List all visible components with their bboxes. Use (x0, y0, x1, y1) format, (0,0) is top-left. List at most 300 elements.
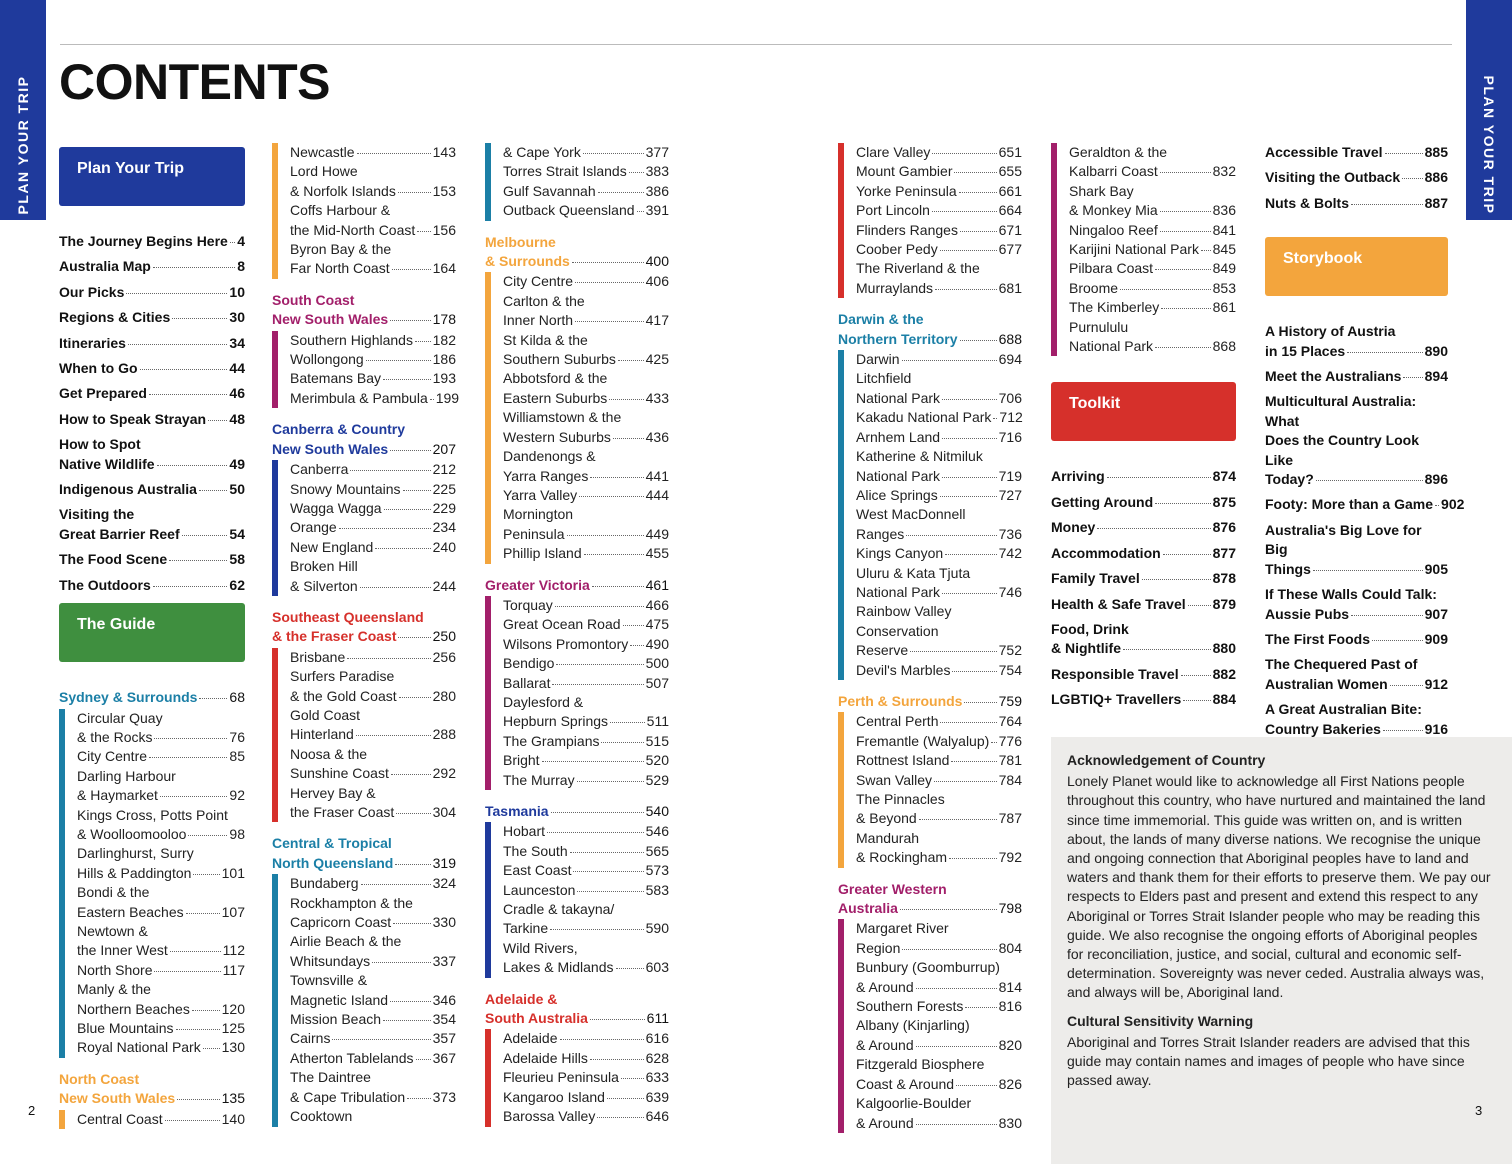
toc-entry[interactable] (1069, 259, 1236, 278)
toc-entry[interactable] (856, 143, 1022, 162)
dot-leader (583, 153, 644, 154)
toc-entry[interactable] (856, 350, 1022, 369)
entry-text-line: Bondi & the (77, 884, 150, 901)
dot-leader (601, 742, 643, 743)
entry-page: 529 (645, 771, 669, 788)
toc-entry[interactable] (503, 143, 669, 162)
entry-page: 894 (1424, 368, 1448, 385)
toolkit-entry[interactable] (1051, 467, 1236, 486)
entry-page: 46 (229, 385, 245, 402)
dot-leader (140, 369, 228, 370)
entry-page: 292 (432, 765, 456, 782)
dot-leader (902, 360, 997, 361)
heading-line: Darwin & the (838, 311, 924, 328)
entry-last-line (503, 350, 669, 369)
entry-last-line (1265, 367, 1448, 386)
toolkit-entry[interactable] (1051, 518, 1236, 537)
entry-text-line: The Daintree (290, 1069, 371, 1086)
entry-title: Central Perth (856, 713, 939, 730)
entry-last-line (856, 751, 1022, 770)
plan-entry[interactable] (59, 308, 245, 327)
entry-page: 876 (1212, 519, 1236, 536)
toc-entry[interactable] (77, 961, 245, 980)
dot-leader (176, 1029, 220, 1030)
entry-last-line (290, 259, 456, 278)
south-coast-heading[interactable] (272, 291, 456, 330)
toc-entry[interactable] (503, 822, 669, 841)
central-queensland-heading[interactable] (272, 834, 456, 873)
entry-page: 764 (998, 713, 1022, 730)
toc-entry[interactable] (1069, 298, 1236, 317)
entry-page: 633 (645, 1069, 669, 1086)
toc-entry[interactable] (77, 1110, 245, 1129)
toc-entry[interactable] (856, 790, 1022, 829)
toc-entry[interactable] (503, 1107, 669, 1126)
toc-entry[interactable] (856, 997, 1022, 1016)
toc-entry[interactable] (503, 182, 669, 201)
entry-last-line (856, 641, 1022, 660)
toc-entry[interactable] (503, 331, 669, 370)
toc-entry[interactable] (77, 747, 245, 766)
toc-entry[interactable] (856, 1016, 1022, 1055)
toc-entry[interactable] (503, 1068, 669, 1087)
toc-entry[interactable] (77, 922, 245, 961)
toolkit-entry[interactable] (1051, 595, 1236, 614)
entry-last-line (1051, 569, 1236, 588)
entry-title: Sunshine Coast (290, 765, 389, 782)
perth-heading[interactable] (838, 692, 1022, 711)
entry-page: 877 (1212, 544, 1236, 561)
plan-your-trip-box[interactable]: Plan Your Trip (59, 147, 245, 206)
toc-entry[interactable] (1069, 182, 1236, 221)
dot-leader (1181, 675, 1211, 676)
entry-page: 101 (221, 864, 245, 881)
tasmania-heading[interactable] (485, 802, 669, 821)
toc-entry[interactable] (290, 894, 456, 933)
toc-entry[interactable] (856, 602, 1022, 660)
toc-entry[interactable] (290, 1107, 456, 1126)
entry-last-line (290, 874, 456, 893)
dot-leader (1351, 615, 1423, 616)
dot-leader (618, 360, 644, 361)
toc-entry[interactable] (290, 557, 456, 596)
dot-leader (1120, 289, 1211, 290)
toc-entry[interactable] (290, 201, 456, 240)
dot-leader (383, 379, 431, 380)
darwin-heading[interactable] (838, 310, 1022, 349)
toc-entry[interactable] (856, 958, 1022, 997)
toc-entry[interactable] (503, 674, 669, 693)
plan-entry[interactable] (59, 435, 245, 474)
entry-last-line (290, 480, 456, 499)
entry-title: Western Suburbs (503, 428, 611, 445)
toc-entry[interactable] (503, 486, 669, 505)
toc-entry[interactable] (290, 1068, 456, 1107)
entry-page: 616 (645, 1030, 669, 1047)
plan-entry[interactable] (59, 480, 245, 499)
sydney-surrounds-heading[interactable] (59, 688, 245, 707)
entry-title: Indigenous Australia (59, 481, 197, 498)
dot-leader (1372, 640, 1423, 641)
entry-title: Hinterland (290, 726, 354, 743)
entry-last-line (77, 961, 245, 980)
entry-page: 436 (645, 428, 669, 445)
toc-entry[interactable] (77, 1038, 245, 1057)
toolkit-box[interactable]: Toolkit (1051, 382, 1236, 441)
entry-text-line: Townsville & (290, 972, 368, 989)
entry-title: Outback Queensland (503, 202, 635, 219)
toc-entry[interactable] (503, 201, 669, 220)
entry-page: 357 (432, 1030, 456, 1047)
dot-leader (1155, 347, 1211, 348)
toolkit-entry[interactable] (1051, 544, 1236, 563)
toc-entry[interactable] (290, 971, 456, 1010)
dot-leader (932, 153, 996, 154)
entry-title: Blue Mountains (77, 1020, 174, 1036)
dot-leader (584, 554, 644, 555)
toc-entry[interactable] (503, 272, 669, 291)
toc-entry[interactable] (290, 369, 456, 388)
entry-page: 752 (998, 642, 1022, 659)
toc-entry[interactable] (503, 408, 669, 447)
dot-leader (1313, 570, 1423, 571)
toc-entry[interactable] (290, 784, 456, 823)
dot-leader (1155, 269, 1211, 270)
toc-entry[interactable] (856, 201, 1022, 220)
toc-entry[interactable] (1069, 318, 1236, 357)
toc-entry[interactable] (77, 844, 245, 883)
heading-line: Southeast Queensland (272, 608, 424, 625)
entry-page: 814 (998, 978, 1022, 995)
toc-entry[interactable] (503, 1029, 669, 1048)
toc-entry[interactable] (290, 518, 456, 537)
entry-page: 845 (1212, 241, 1236, 258)
entry-title: Merimbula & Pambula (290, 389, 428, 406)
plan-entry[interactable] (59, 232, 245, 251)
toolkit-entry[interactable] (1051, 665, 1236, 684)
toc-entry[interactable] (290, 1029, 456, 1048)
toc-entry[interactable] (503, 162, 669, 181)
entry-title: Inner North (503, 312, 574, 329)
toc-entry[interactable] (77, 980, 245, 1019)
entry-last-line (503, 958, 669, 977)
heading-title: Australia (838, 900, 898, 917)
plan-entry[interactable] (59, 334, 245, 353)
toc-entry[interactable] (856, 661, 1022, 680)
toc-entry[interactable] (856, 428, 1022, 447)
plan-entry[interactable] (59, 550, 245, 569)
entry-title: Southern Forests (856, 998, 964, 1015)
entry-last-line (503, 881, 669, 900)
entry-text-line: Surfers Paradise (290, 668, 395, 685)
entry-text-line: A Great Australian Bite: (1265, 701, 1422, 718)
entry-page: 754 (998, 661, 1022, 678)
toc-entry[interactable] (290, 350, 456, 369)
dot-leader (416, 1059, 431, 1060)
the-guide-box[interactable]: The Guide (59, 603, 245, 662)
toc-entry[interactable] (503, 900, 669, 939)
entry-text-line: Broken Hill (290, 558, 358, 575)
toc-entry[interactable] (503, 654, 669, 673)
adelaide-heading[interactable] (485, 990, 669, 1029)
toc-entry[interactable] (503, 369, 669, 408)
dot-leader (1161, 308, 1210, 309)
toc-entry[interactable] (856, 369, 1022, 408)
toc-entry[interactable] (503, 1049, 669, 1068)
dot-leader (350, 470, 430, 471)
storybook-entry[interactable] (1265, 655, 1448, 694)
toc-entry[interactable] (290, 745, 456, 784)
dot-leader (597, 1117, 643, 1118)
toc-entry[interactable] (290, 874, 456, 893)
storybook-entry[interactable] (1265, 521, 1448, 579)
toc-entry[interactable] (856, 732, 1022, 751)
dot-leader (934, 781, 997, 782)
canberra-country-heading[interactable] (272, 420, 456, 459)
entry-title: Hobart (503, 823, 546, 840)
toc-entry[interactable] (503, 447, 669, 486)
toc-entry[interactable] (503, 1088, 669, 1107)
toc-entry[interactable] (856, 162, 1022, 181)
dot-leader (550, 929, 644, 930)
plan-entry[interactable] (59, 410, 245, 429)
storybook-entry[interactable] (1265, 630, 1448, 649)
entry-text-line: Bunbury (Goomburrup) (856, 959, 1000, 976)
toc-entry[interactable] (856, 486, 1022, 505)
toc-entry[interactable] (77, 767, 245, 806)
toc-entry[interactable] (503, 732, 669, 751)
toc-entry[interactable] (77, 883, 245, 922)
heading-line: North Coast (59, 1070, 140, 1087)
entry-text-line: Wild Rivers, (503, 939, 578, 956)
toc-entry[interactable] (290, 162, 456, 201)
plan-entry[interactable] (59, 283, 245, 302)
dot-leader (407, 1098, 430, 1099)
entry-title: Pilbara Coast (1069, 260, 1154, 277)
toc-entry[interactable] (856, 1094, 1022, 1133)
entry-page: 125 (221, 1020, 245, 1036)
storybook-entry[interactable] (1265, 322, 1448, 361)
toc-entry[interactable] (503, 861, 669, 880)
dot-leader (1383, 730, 1423, 731)
greater-western-australia-heading[interactable] (838, 880, 1022, 919)
entry-last-line (1265, 560, 1448, 579)
entry-page: 8 (237, 258, 245, 275)
entry-last-line (59, 480, 245, 499)
dot-leader (1155, 503, 1211, 504)
toc-entry[interactable] (503, 615, 669, 634)
toc-entry[interactable] (856, 771, 1022, 790)
entry-page: 280 (432, 687, 456, 704)
toc-entry[interactable] (856, 919, 1022, 958)
melbourne-heading[interactable] (485, 233, 669, 272)
entry-title: & Cape Tribulation (290, 1088, 406, 1105)
toolkit-entry[interactable] (1265, 194, 1448, 213)
toc-entry[interactable] (856, 447, 1022, 486)
storybook-entry[interactable] (1265, 392, 1448, 489)
heading-line: Greater Western (838, 880, 947, 897)
entry-last-line (856, 162, 1022, 181)
entry-title: The South (503, 842, 568, 859)
dot-leader (153, 267, 235, 268)
toc-entry[interactable] (503, 771, 669, 790)
entry-text-line: Rainbow Valley (856, 603, 952, 620)
toc-entry[interactable] (503, 292, 669, 331)
toolkit-entry[interactable] (1051, 569, 1236, 588)
entry-page: 573 (645, 862, 669, 879)
toolkit-entry[interactable] (1051, 493, 1236, 512)
toc-entry[interactable] (856, 240, 1022, 259)
entry-text-line: St Kilda & the (503, 331, 588, 348)
toc-entry[interactable] (290, 667, 456, 706)
entry-title: Southern Suburbs (503, 351, 616, 368)
entry-page: 156 (432, 221, 456, 238)
entry-last-line (503, 596, 669, 615)
toc-entry[interactable] (290, 480, 456, 499)
entry-last-line (1069, 162, 1236, 181)
north-coast-heading[interactable] (59, 1070, 245, 1109)
toc-entry[interactable] (856, 544, 1022, 563)
toc-entry[interactable] (503, 939, 669, 978)
toolkit-entry[interactable] (1051, 690, 1236, 709)
dot-leader (630, 645, 643, 646)
dot-leader (1097, 528, 1210, 529)
storybook-box[interactable]: Storybook (1265, 237, 1448, 296)
storybook-entry[interactable] (1265, 700, 1448, 739)
dot-leader (170, 951, 221, 952)
toc-entry[interactable] (856, 712, 1022, 731)
toc-entry[interactable] (1069, 279, 1236, 298)
toc-entry[interactable] (856, 1055, 1022, 1094)
toc-entry[interactable] (290, 143, 456, 162)
plan-entry[interactable] (59, 505, 245, 544)
dot-leader (390, 1001, 431, 1002)
toc-entry[interactable] (290, 538, 456, 557)
dot-leader (555, 606, 644, 607)
gwa-cont-group (1051, 143, 1236, 356)
entry-text-line: Coffs Harbour & (290, 202, 391, 219)
toc-entry[interactable] (77, 806, 245, 845)
toc-entry[interactable] (290, 1010, 456, 1029)
dot-leader (375, 548, 430, 549)
toc-entry[interactable] (503, 544, 669, 563)
toc-entry[interactable] (290, 389, 460, 408)
entry-text-line: A History of Austria (1265, 323, 1396, 340)
toc-entry[interactable] (856, 221, 1022, 240)
dot-leader (1435, 505, 1439, 506)
storybook-entry[interactable] (1265, 367, 1448, 386)
toc-entry[interactable] (503, 505, 669, 544)
toc-entry[interactable] (503, 751, 669, 770)
toc-entry[interactable] (856, 408, 1022, 427)
dot-leader (396, 813, 430, 814)
toc-entry[interactable] (503, 881, 669, 900)
toc-entry[interactable] (856, 829, 1022, 868)
storybook-entry[interactable] (1265, 585, 1448, 624)
toc-entry[interactable] (290, 240, 456, 279)
greater-victoria-heading[interactable] (485, 576, 669, 595)
toolkit-entry[interactable] (1265, 143, 1448, 162)
entry-title: Canberra (290, 461, 349, 478)
entry-page: 76 (229, 728, 245, 745)
dot-leader (1385, 153, 1423, 154)
entry-page: 455 (645, 545, 669, 562)
entry-last-line (856, 771, 1022, 790)
plan-entry[interactable] (59, 576, 245, 595)
entry-last-line (1265, 630, 1448, 649)
toc-entry[interactable] (290, 499, 456, 518)
dot-leader (610, 722, 645, 723)
storybook-entry[interactable] (1265, 495, 1465, 514)
entry-page: 62 (229, 576, 245, 593)
toc-entry[interactable] (290, 648, 456, 667)
toolkit-entry[interactable] (1265, 168, 1448, 187)
dot-leader (916, 1046, 997, 1047)
entry-page: 546 (645, 823, 669, 840)
plan-entry[interactable] (59, 359, 245, 378)
dot-leader (959, 192, 997, 193)
dot-leader (590, 1019, 645, 1020)
toc-entry[interactable] (290, 331, 456, 350)
toc-entry[interactable] (290, 1049, 456, 1068)
entry-last-line (59, 455, 245, 474)
dot-leader (398, 637, 430, 638)
heading-line: Canberra & Country (272, 421, 406, 438)
entry-title: Orange (290, 519, 337, 536)
toc-entry[interactable] (856, 564, 1022, 603)
toc-entry[interactable] (503, 635, 669, 654)
toc-entry[interactable] (290, 706, 456, 745)
entry-page: 639 (645, 1088, 669, 1105)
southeast-queensland-heading[interactable] (272, 608, 456, 647)
toc-entry[interactable] (1069, 240, 1236, 259)
toc-entry[interactable] (856, 259, 1022, 298)
toc-entry[interactable] (856, 751, 1022, 770)
toc-entry[interactable] (1069, 143, 1236, 182)
heading-page: 540 (645, 803, 669, 819)
plan-entry[interactable] (59, 384, 245, 403)
entry-page: 85 (229, 748, 245, 765)
toc-entry[interactable] (77, 1019, 245, 1038)
toc-entry[interactable] (290, 460, 456, 479)
entry-last-line (1265, 168, 1448, 187)
entry-text-line: Cradle & takayna/ (503, 901, 615, 918)
toc-entry[interactable] (856, 182, 1022, 201)
entry-text-line: Manly & the (77, 981, 151, 998)
toc-entry[interactable] (856, 505, 1022, 544)
dot-leader (598, 192, 644, 193)
entry-title: Royal National Park (77, 1039, 201, 1056)
heading-line: South Coast (272, 291, 355, 308)
toc-entry[interactable] (503, 842, 669, 861)
entry-title: Karijini National Park (1069, 241, 1199, 258)
entry-last-line (77, 1000, 245, 1019)
entry-title: Money (1051, 519, 1096, 536)
entry-title: Fleurieu Peninsula (503, 1069, 619, 1086)
toc-entry[interactable] (503, 596, 669, 615)
entry-title: & Cape York (503, 144, 581, 160)
entry-last-line (59, 410, 245, 429)
toc-entry[interactable] (503, 693, 669, 732)
entry-last-line (856, 583, 1022, 602)
toolkit-entry[interactable] (1051, 620, 1236, 659)
dot-leader (366, 360, 431, 361)
toc-entry[interactable] (77, 709, 245, 748)
toc-entry[interactable] (290, 932, 456, 971)
toc-entry[interactable] (1069, 221, 1236, 240)
dot-leader (956, 1085, 997, 1086)
plan-entry[interactable] (59, 257, 245, 276)
